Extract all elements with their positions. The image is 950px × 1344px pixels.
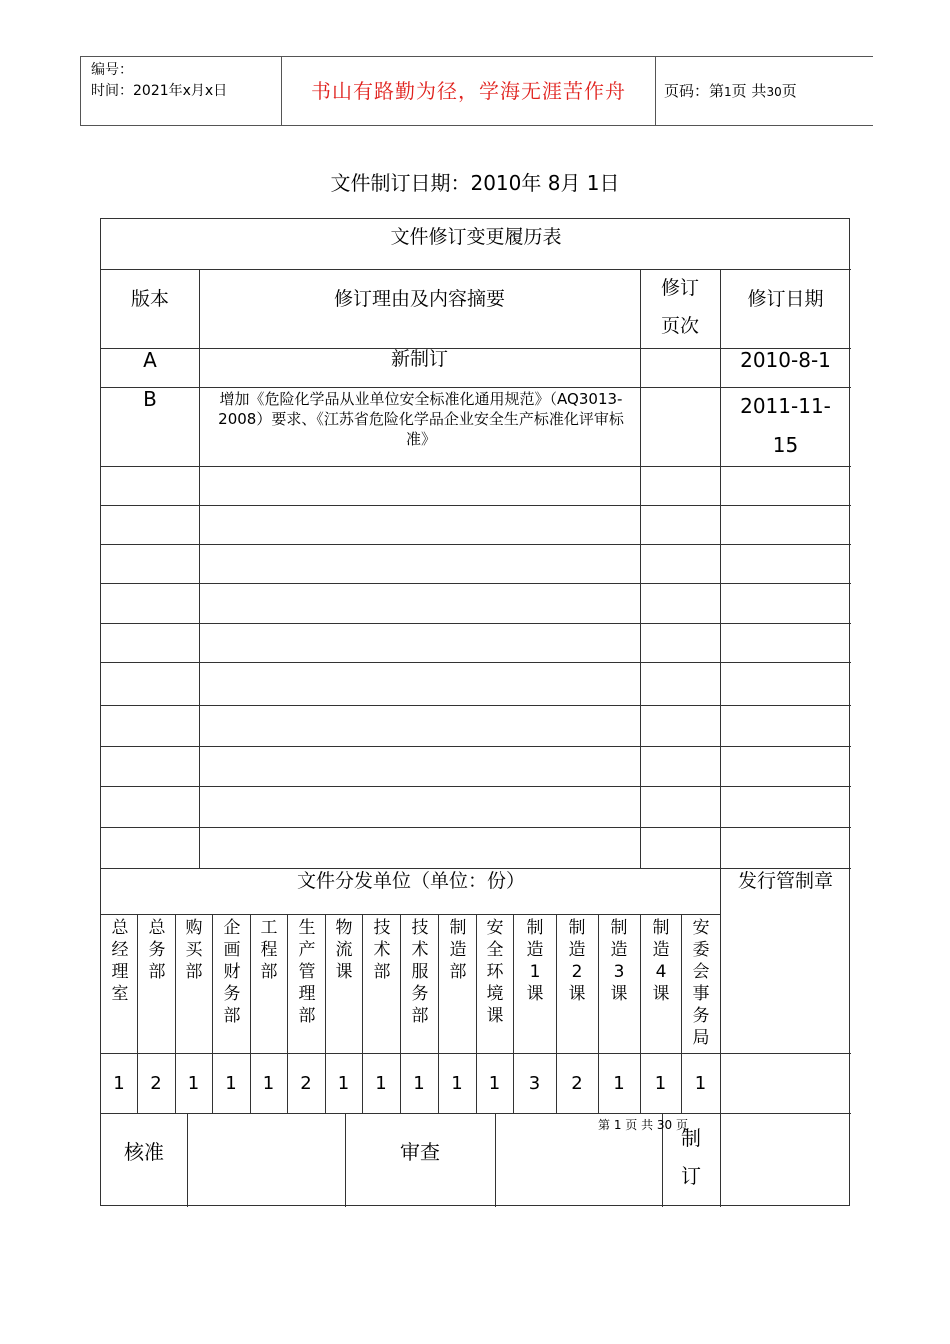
col-version-header: 版本	[130, 288, 169, 310]
unit-name: 制造1课	[526, 918, 544, 1004]
header-motto: 书山有路勤为径，学海无涯苦作舟	[282, 57, 656, 125]
unit-name: 购买部	[185, 918, 203, 982]
copy-count: 1	[375, 1073, 387, 1094]
copy-count: 1	[262, 1073, 275, 1094]
copy-count: 1	[337, 1073, 350, 1094]
unit-name: 制造部	[449, 918, 467, 982]
copy-count: 1	[451, 1073, 463, 1094]
row-a-date: 2010-8-1	[740, 348, 831, 372]
col-pages-header-line1: 修订	[660, 277, 699, 299]
copy-count: 1	[187, 1073, 200, 1094]
row-b-version: B	[143, 387, 157, 411]
doc-time-label: 时间：2021年x月x日	[91, 83, 228, 99]
unit-name: 工程部	[260, 918, 278, 982]
unit-name: 制造3课	[610, 918, 628, 1004]
unit-name: 安全环境课	[486, 918, 504, 1026]
header-page-info	[656, 57, 873, 125]
copy-count: 1	[613, 1073, 625, 1094]
page-header	[80, 56, 873, 126]
col-pages-header-line2: 页次	[660, 315, 699, 337]
unit-name: 物流课	[335, 918, 353, 982]
distribution-title: 文件分发单位（单位：份）	[296, 870, 525, 892]
row-a-version: A	[143, 348, 157, 372]
copy-count: 1	[413, 1073, 425, 1094]
unit-name: 技术服务部	[411, 918, 429, 1026]
review-label: 审查	[400, 1140, 440, 1164]
unit-name: 总务部	[148, 918, 166, 982]
seal-label: 发行管制章	[737, 870, 833, 892]
copy-count: 1	[654, 1073, 667, 1094]
row-a-reason: 新制订	[390, 348, 448, 370]
copy-count: 1	[488, 1073, 501, 1094]
doc-number-label: 编号：	[91, 62, 133, 78]
row-b-date-line1: 2011-11-	[740, 394, 831, 418]
col-reason-header: 修订理由及内容摘要	[333, 288, 505, 310]
page-prefix: 页码：第	[664, 82, 725, 100]
history-table-title: 文件修订变更履历表	[390, 226, 562, 248]
unit-name: 技术部	[373, 918, 391, 982]
col-date-header: 修订日期	[747, 288, 824, 310]
col-pages-header	[640, 269, 720, 345]
page-suffix: 页	[781, 82, 797, 100]
copy-count: 2	[300, 1073, 312, 1094]
unit-name: 制造2课	[568, 918, 586, 1004]
header-meta	[81, 57, 282, 125]
copy-count: 1	[225, 1073, 237, 1094]
copy-count: 1	[113, 1073, 125, 1094]
page-mid: 页 共	[731, 82, 767, 100]
unit-name: 生产管理部	[298, 918, 316, 1026]
row-b-date-line2: 15	[772, 433, 799, 457]
footer-page-number: 第 1 页 共 30 页	[598, 1118, 688, 1132]
row-b-reason: 增加《危险化学品从业单位安全标准化通用规范》（AQ3013-2008）要求、《江苏省危险化学品企业安全生产标准化评审标准》	[218, 390, 624, 448]
copy-count: 2	[150, 1073, 162, 1094]
copy-count: 3	[528, 1073, 541, 1094]
page-number: 1	[724, 85, 732, 99]
unit-name: 总经理室	[111, 918, 129, 1004]
revision-form	[100, 218, 850, 1206]
page-total: 30	[766, 85, 782, 99]
copy-count: 2	[571, 1073, 583, 1094]
approve-label: 核准	[124, 1140, 164, 1164]
copy-count: 1	[694, 1073, 707, 1094]
unit-name: 安委会事务局	[692, 918, 710, 1048]
document-date: 文件制订日期：2010年 8月 1日	[330, 171, 620, 195]
unit-name: 企画财务部	[223, 918, 241, 1026]
unit-name: 制造4课	[652, 918, 670, 1004]
draft-label-line1: 制	[681, 1126, 701, 1150]
draft-label-line2: 订	[681, 1164, 701, 1188]
row-b-date	[720, 387, 851, 465]
